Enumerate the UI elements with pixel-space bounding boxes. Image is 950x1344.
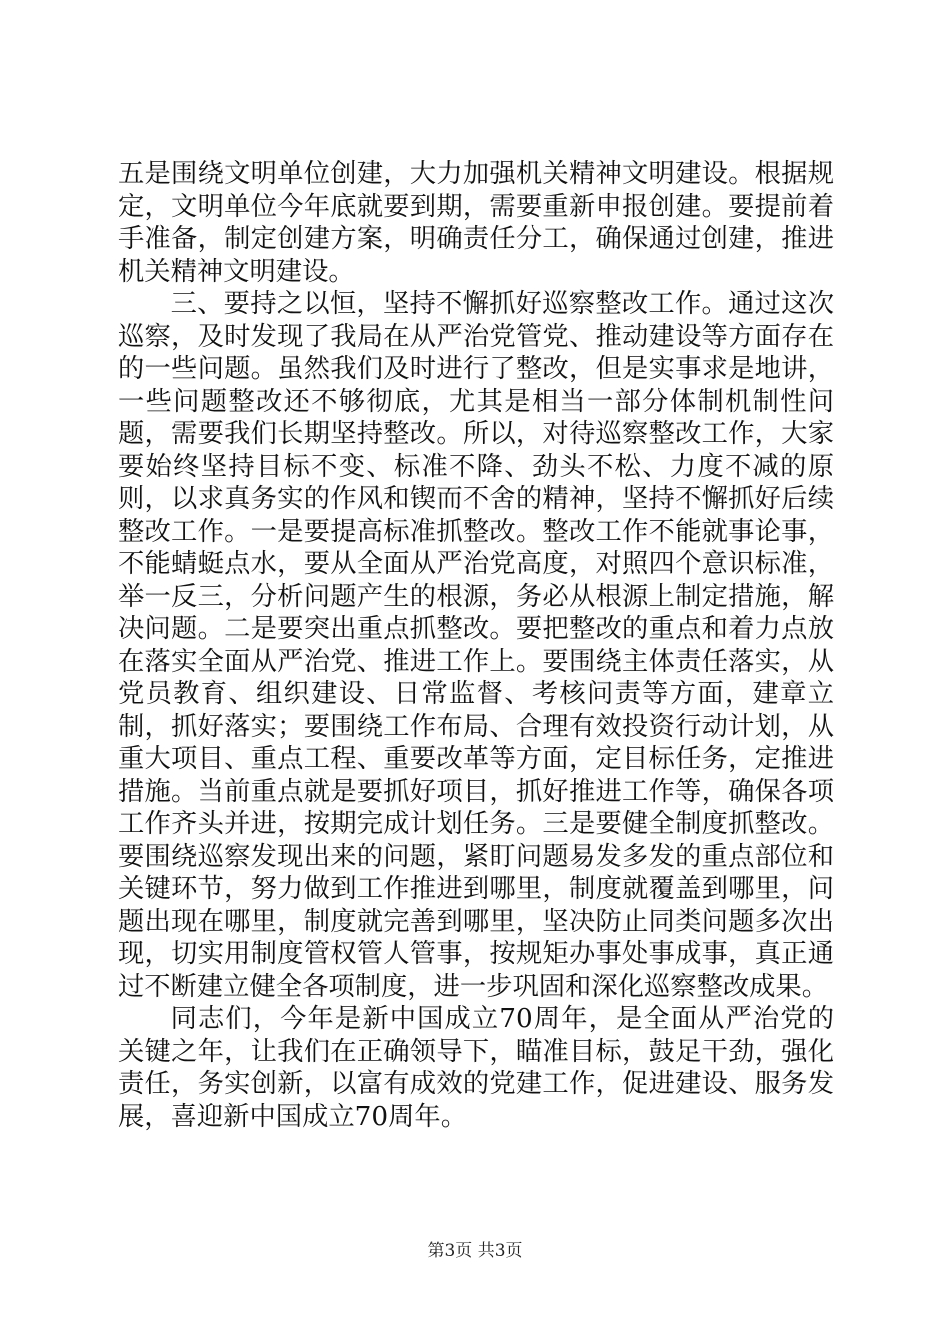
page-footer [0, 1240, 950, 1262]
paragraph-inspection-rectification: 三、要持之以恒，坚持不懈抓好巡察整改工作。通过这次巡察，及时发现了我局在从严治党管党、推动建设等方面存在的一些问题。虽然我们及时进行了整改，但是实事求是地讲，一些问题整改还不够彻底，尤其是相当一部分体制机制性问题，需要我们长期坚持整改。所以，对待巡察整改工作，大家要始终坚持目标不变、标准不降、劲头不松、力度不减的原则，以求真务实的作风和锲而不舍的精神，坚持不懈抓好后续整改工作。一是要提高标准抓整改。整改工作不能就事论事，不能蜻蜓点水，要从全面从严治党高度，对照四个意识标准，举一反三，分析问题产生的根源，务必从根源上制定措施，解决问题。二是要突出重点抓整改。要把整改的重点和着力点放在落实全面从严治党、推进工作上。要围绕主体责任落实，从党员教育、组织建设、日常监督、考核问责等方面，建章立制，抓好落实；要围绕工作布局、合理有效投资行动计划，从重大项目、重点工程、重要改革等方面，定目标任务，定推进措施。当前重点就是要抓好项目，抓好推进工作等，确保各项工作齐头并进，按期完成计划任务。三是要健全制度抓整改。要围绕巡察发现出来的问题，紧盯问题易发多发的重点部位和关键环节，努力做到工作推进到哪里，制度就覆盖到哪里，问题出现在哪里，制度就完善到哪里，坚决防止同类问题多次出现，切实用制度管权管人管事，按规矩办事处事成事，真正通过不断建立健全各项制度，进一步巩固和深化巡察整改成果。 [118, 289, 834, 1002]
paragraph-civilization-unit: 五是围绕文明单位创建，大力加强机关精神文明建设。根据规定，文明单位今年底就要到期，需要重新申报创建。要提前着手准备，制定创建方案，明确责任分工，确保通过创建，推进机关精神文明建设。 [118, 159, 834, 287]
paragraph-closing-remarks: 同志们，今年是新中国成立70周年，是全面从严治党的关键之年，让我们在正确领导下，瞄准目标，鼓足干劲，强化责任，务实创新，以富有成效的党建工作，促进建设、服务发展，喜迎新中国成立70周年。 [118, 1004, 834, 1132]
document-body [118, 158, 834, 1133]
page-number: 第3页 共3页 [427, 1241, 523, 1261]
